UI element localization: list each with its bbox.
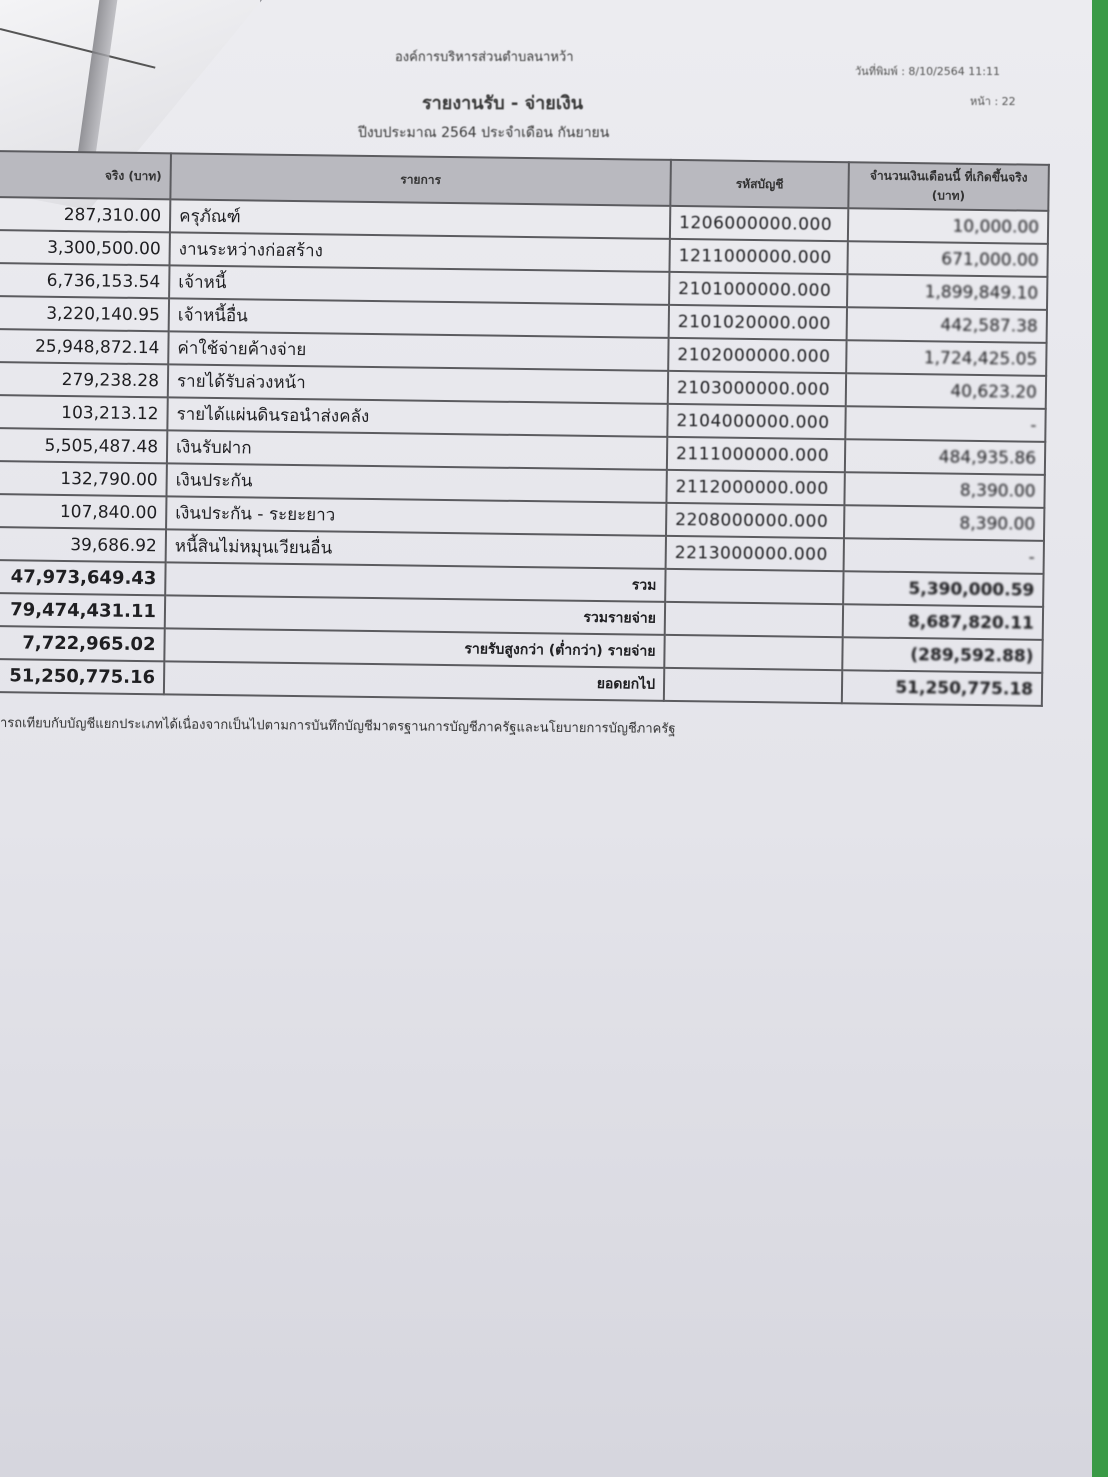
summary-amount: 7,722,965.02 [0,626,165,661]
report-subtitle: ปีงบประมาณ 2564 ประจำเดือน กันยายน [358,125,610,141]
header-account-code: รหัสบัญชี [670,160,849,208]
row-amount: 132,790.00 [0,461,167,496]
receipt-payment-table [0,150,1050,707]
row-month-amount: 1,724,425.05 [846,340,1046,376]
row-amount: 103,213.12 [0,395,168,430]
row-item: ค่าใช้จ่ายค้างจ่าย [168,331,668,371]
summary-label: รวม [165,562,665,602]
row-amount: 279,238.28 [0,362,168,397]
summary-amount: 47,973,649.43 [0,560,166,595]
row-account-code: 1211000000.000 [669,239,847,274]
summary-amount: 51,250,775.16 [0,659,164,694]
row-amount: 25,948,872.14 [0,329,169,364]
header-item: รายการ [170,153,671,206]
row-month-amount: 8,390.00 [844,505,1044,541]
row-item: เจ้าหนี้อื่น [169,298,669,338]
row-month-amount: 40,623.20 [846,373,1046,409]
row-amount: 107,840.00 [0,494,166,529]
header-month-amount: จำนวนเงินเดือนนี้ ที่เกิดขึ้นจริง (บาท) [848,162,1049,211]
summary-empty-cell [665,602,843,637]
row-item: เจ้าหนี้ [169,265,669,305]
row-item: เงินรับฝาก [167,430,667,470]
summary-label: ยอดยกไป [164,661,664,701]
summary-month-amount: 51,250,775.18 [842,670,1042,706]
row-amount: 287,310.00 [0,197,170,232]
row-amount: 3,220,140.95 [0,296,169,331]
row-item: เงินประกัน - ระยะยาว [166,496,666,536]
row-amount: 5,505,487.48 [0,428,167,463]
summary-empty-cell [664,635,842,670]
row-amount: 39,686.92 [0,527,166,562]
row-account-code: 2112000000.000 [666,470,844,505]
fold-line [0,28,155,69]
row-item: รายได้แผ่นดินรอนำส่งคลัง [167,397,667,437]
row-month-amount: 442,587.38 [847,307,1047,343]
summary-amount: 79,474,431.11 [0,593,165,628]
row-account-code: 2208000000.000 [666,503,844,538]
row-account-code: 2101000000.000 [669,272,847,307]
row-month-amount: 484,935.86 [845,439,1045,475]
row-item: ครุภัณฑ์ [170,199,670,239]
row-account-code: 2111000000.000 [667,437,845,472]
report-title: รายงานรับ - จ่ายเงิน [422,93,584,114]
row-account-code: 2213000000.000 [666,536,844,571]
row-month-amount: - [845,406,1045,442]
row-month-amount: - [844,538,1044,574]
summary-month-amount: 8,687,820.11 [843,604,1043,640]
summary-month-amount: (289,592.88) [842,637,1042,673]
row-account-code: 2102000000.000 [668,338,846,373]
row-item: หนี้สินไม่หมุนเวียนอื่น [166,529,666,569]
page-number: หน้า : 22 [970,95,1016,108]
summary-label: รายรับสูงกว่า (ต่ำกว่า) รายจ่าย [164,628,664,668]
row-month-amount: 1,899,849.10 [847,274,1047,310]
footnote: ารถเทียบกับบัญชีแยกประเภทได้เนื่องจากเป็นไปตามการบันทึกบัญชีมาตรฐานการบัญชีภาครัฐและนโยบายการบัญชีภาครัฐ [0,716,676,737]
summary-empty-cell [664,668,842,703]
header-amount: จริง (บาท) [0,151,171,199]
row-item: งานระหว่างก่อสร้าง [170,232,670,272]
summary-empty-cell [665,569,843,604]
row-item: เงินประกัน [166,463,666,503]
print-date: วันที่พิมพ์ : 8/10/2564 11:11 [855,65,1000,78]
row-account-code: 1206000000.000 [670,206,848,241]
organization-name: องค์การบริหารส่วนตำบลนาหว้า [395,50,574,65]
summary-label: รวมรายจ่าย [165,595,665,635]
summary-month-amount: 5,390,000.59 [843,571,1043,607]
row-month-amount: 8,390.00 [844,472,1044,508]
row-account-code: 2104000000.000 [667,404,845,439]
row-account-code: 2101020000.000 [669,305,847,340]
row-account-code: 2103000000.000 [668,371,846,406]
row-month-amount: 10,000.00 [848,208,1048,244]
row-amount: 6,736,153.54 [0,263,170,298]
row-amount: 3,300,500.00 [0,230,170,265]
row-item: รายได้รับล่วงหน้า [168,364,668,404]
row-month-amount: 671,000.00 [847,241,1047,277]
